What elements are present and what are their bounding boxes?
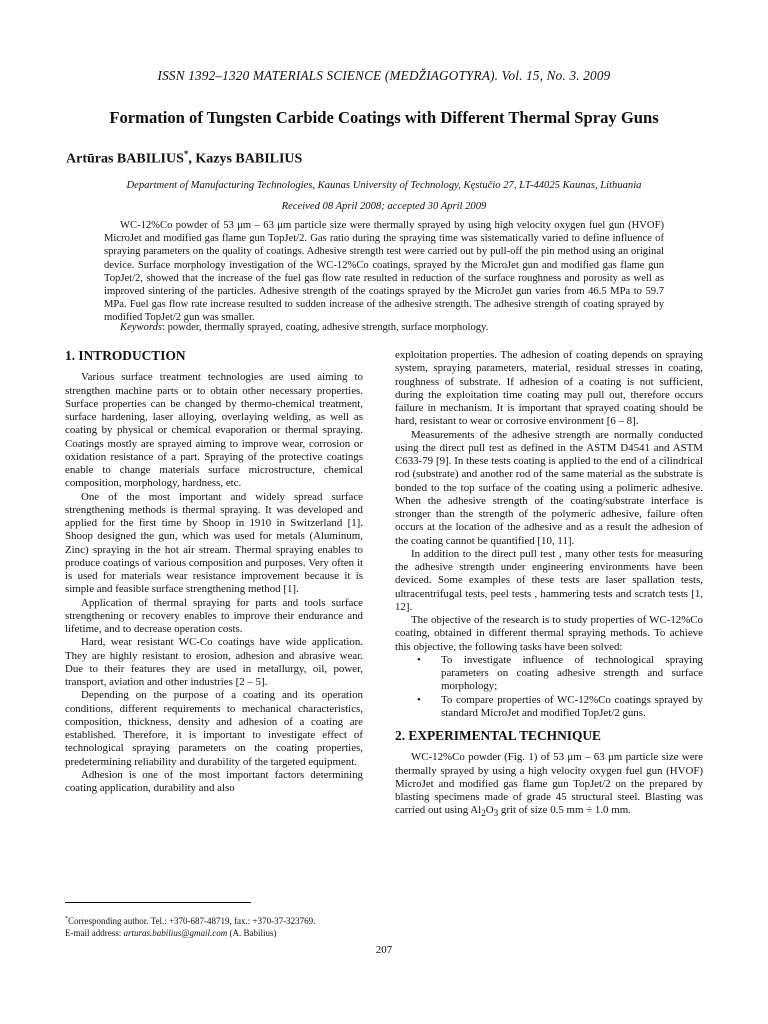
affiliation: Department of Manufacturing Technologies, Kaunas University of Technology, Kęstučio 27, LT-44025 Kaunas, Lithuania: [126, 180, 642, 191]
authors: [66, 149, 302, 168]
footnote: [65, 913, 365, 939]
task-list: [395, 654, 703, 720]
bullet-icon: •: [417, 693, 421, 706]
footnote-contact: *Corresponding author. Tel.: +370-687-48719, fax.: +370-37-323769.: [65, 916, 316, 926]
task-item: • To investigate influence of technological spraying parameters on coating adhesive strength and surface morphology;: [417, 653, 703, 693]
paragraph: In addition to the direct pull test , many other tests for measuring the adhesive strength under engineering environments have been deviced. Some examples of these tests are laser spallation tests, ultracentrifugal tests, peel tests , hammering tests and scratch tests [1, 12].: [395, 547, 703, 613]
section-heading-experimental: 2. EXPERIMENTAL TECHNIQUE: [395, 728, 601, 743]
email-link[interactable]: arturas.babilius@gmail.com: [123, 928, 228, 938]
paragraph: Adhesion is one of the most important factors determining coating application, durability and also: [65, 768, 363, 794]
paragraph: Hard, wear resistant WC-Co coatings have wide application. They are highly resistant to erosion, adhesion and abrasive wear. Due to their features they are used in metallurgy, oil, power, transport, aviation and other industries [2 – 5].: [65, 636, 363, 688]
author-1: Artūras BABILIUS: [66, 151, 184, 167]
keywords: [104, 321, 664, 334]
received-dates: Received 08 April 2008; accepted 30 April 2009: [281, 201, 487, 212]
paragraph: Measurements of the adhesive strength are normally conducted using the direct pull test as defined in the ASTM D4541 and ASTM C633-79 [9]. In these tests coating is applied to the end of a cilindrical rod (substrate) and another rod of the same material as the substrate is bonded to the top surface of the coating using a polimeric adhesive. When the adhesive strength of the coating/substrate interface is stronger than the strength of the polymeric adhesive, failure often occurs at the location of the adhesive and as a result the adhesion of the coating cannot be quantified [10, 11].: [395, 428, 703, 547]
bullet-icon: •: [417, 653, 421, 666]
left-column: [65, 349, 363, 795]
paragraph: WC-12%Co powder (Fig. 1) of 53 μm – 63 μm particle size were thermally sprayed by using a high velocity oxygen fuel gun (HVOF) MicroJet and modified gas flame gun TopJet/2 on the prepared by blasting specimens made of grade 45 structural steel. Blasting was carried out using $Al_2O_3$ grit of size 0.5 mm ÷ 1.0 mm.: [395, 751, 703, 819]
section-heading-introduction: 1. INTRODUCTION: [65, 348, 186, 363]
keywords-label: Keywords: [120, 322, 162, 333]
keywords-list: : powder, thermally sprayed, coating, adhesive strength, surface morphology.: [161, 322, 489, 333]
paper-title: Formation of Tungsten Carbide Coatings with Different Thermal Spray Guns: [109, 108, 659, 127]
paragraph: The objective of the research is to study properties of WC-12%Co coating, obtained in different thermal spraying methods. To achieve this objective, the following tasks have been solved:: [395, 614, 703, 653]
journal-header: ISSN 1392–1320 MATERIALS SCIENCE (MEDŽIAGOTYRA). Vol. 15, No. 3. 2009: [157, 68, 611, 83]
paragraph: Application of thermal spraying for parts and tools surface strengthening or recovery enables to improve their endurance and lifetime, and to decrease operation costs.: [65, 596, 363, 635]
footnote-email: E-mail address: arturas.babilius@gmail.com (A. Babilius): [65, 928, 277, 938]
paragraph: Various surface treatment technologies are used aiming to strengthen machine parts or to obtain other necessary properties. Surface properties can be changed by thermo-chemical treatment, surface hardening, laser alloying, overlaying welding, as well as coating by physical or chemical evaporation or thermal spraying. Coatings mostly are sprayed aiming to improve wear, corrosion or oxidation resistance of a part. Spraying of the protective coatings enable to change materials surface microstructure, chemical composition, morphology, hardness, etc.: [65, 371, 363, 490]
corresponding-mark: *: [183, 149, 189, 159]
task-item: • To compare properties of WC-12%Co coatings sprayed by standard MicroJet and modified TopJet/2 guns.: [417, 693, 703, 719]
author-2: , Kazys BABILIUS: [188, 151, 303, 167]
paragraph: exploitation properties. The adhesion of coating depends on spraying system, spraying parameters, material, residual stresses in coating, roughness of substrate. If adhesion of a coating is not sufficient, during the exploitation time coating may pull out, therefore occurs failure in mechanism. It is important that sprayed coating should be hard, resistant to wear or corrosive environment [6 – 8].: [395, 349, 703, 428]
abstract: WC-12%Co powder of 53 μm – 63 μm particle size were thermally sprayed by using high velocity oxygen fuel gun (HVOF) MicroJet and modified gas flame gun TopJet/2. Gas ratio during the spraying time was sistematically varied to define influence of spraying parameters on the quality of coatings. Adhesive strength test were carried out by pull-off the pin method using an original device. Surface morphology investigation of the WC-12%Co coatings, sprayed by the MicroJet gun and modified gas flame gun TopJet/2, showed that the increase of the fuel gas flow rate resulted in reduction of the surface roughness and porosity as well as improved sintering of the particles. Adhesive strength of the coatings sprayed by the MicroJet gun varies from 46.5 MPa to 59.7 MPa. Fuel gas flow rate increase resulted to sudden increase of the adhesive strength. The adhesive strength of coating sprayed by modified TopJet/2 gun was smaller.: [104, 220, 664, 324]
right-column: [395, 349, 703, 821]
footnote-divider: [65, 902, 251, 903]
paragraph: One of the most important and widely spread surface strengthening methods is thermal spraying. It was developed and applied for the first time by Shoop in 1910 in Switzerland [1]. Shoop designed the gun, which was used for metals (Aluminum, Zinc) spraying in the hot air stream. Thermal spraying enables to produce coatings of various composition and purposes. Very often it is used for materials wear resistance improvement because it is simple and feasible surface strengthening method [1].: [65, 490, 363, 596]
page-number: 207: [375, 944, 393, 956]
paragraph: Depending on the purpose of a coating and its operation conditions, different requirements to mechanical characteristics, composition, thickness, density and adhesion of a coating are established. Therefore, it is important to investigate effect of technological spraying parameters on the coating properties, predetermining reliability and durability of the targeted equipment.: [65, 689, 363, 768]
